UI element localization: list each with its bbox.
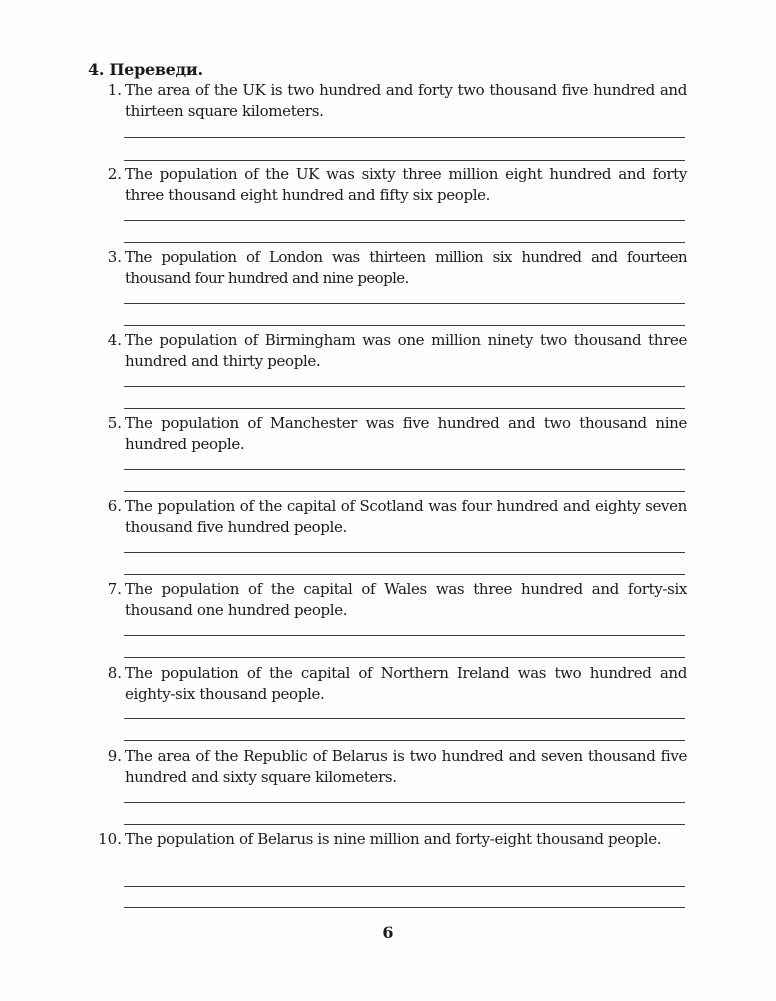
exercise-text: The population of the capital of Scotland was four hundred and eighty seven thousand five hundred people. <box>125 497 687 536</box>
exercise-number: 10. <box>98 830 122 848</box>
exercise-number: 6. <box>107 497 122 515</box>
exercise-text: The population of Birmingham was one million ninety two thousand three hundred and thirty people. <box>125 331 687 370</box>
answer-line-6a[interactable] <box>124 552 685 553</box>
exercise-text: The population of Belarus is nine million and forty-eight thousand people. <box>125 830 662 848</box>
answer-line-4a[interactable] <box>124 386 685 387</box>
exercise-text: The population of the capital of Northern Ireland was two hundred and eighty-six thousand people. <box>125 664 687 703</box>
answer-line-8b[interactable] <box>124 740 685 741</box>
answer-line-2b[interactable] <box>124 242 685 243</box>
answer-line-1a[interactable] <box>124 137 685 138</box>
page-number: 6 <box>382 923 394 942</box>
exercise-number: 4. <box>107 331 122 349</box>
answer-line-9b[interactable] <box>124 824 685 825</box>
answer-line-5b[interactable] <box>124 491 685 492</box>
exercise-number: 1. <box>107 81 122 99</box>
exercise-text: The population of London was thirteen million six hundred and fourteen thousand four hundred and nine people. <box>125 248 687 287</box>
exercise-text: The area of the UK is two hundred and forty two thousand five hundred and thirteen square kilometers. <box>125 81 687 120</box>
exercise-number: 8. <box>107 664 122 682</box>
exercise-number: 9. <box>107 747 122 765</box>
answer-line-3b[interactable] <box>124 325 685 326</box>
answer-line-9a[interactable] <box>124 802 685 803</box>
answer-line-1b[interactable] <box>124 160 685 161</box>
exercise-heading: 4. Переведи. <box>88 60 203 79</box>
answer-line-7b[interactable] <box>124 657 685 658</box>
exercise-number: 2. <box>107 165 122 183</box>
answer-line-4b[interactable] <box>124 408 685 409</box>
answer-line-8a[interactable] <box>124 718 685 719</box>
answer-line-7a[interactable] <box>124 635 685 636</box>
answer-line-6b[interactable] <box>124 574 685 575</box>
answer-line-10b[interactable] <box>124 907 685 908</box>
answer-line-3a[interactable] <box>124 303 685 304</box>
exercise-number: 7. <box>107 580 122 598</box>
exercise-text: The population of Manchester was five hundred and two thousand nine hundred people. <box>125 414 687 453</box>
exercise-number: 3. <box>107 248 122 266</box>
answer-line-5a[interactable] <box>124 469 685 470</box>
answer-line-10a[interactable] <box>124 886 685 887</box>
exercise-text: The area of the Republic of Belarus is two hundred and seven thousand five hundred and sixty square kilometers. <box>125 747 687 786</box>
exercise-number: 5. <box>107 414 122 432</box>
answer-line-2a[interactable] <box>124 220 685 221</box>
exercise-text: The population of the capital of Wales was three hundred and forty-six thousand one hundred people. <box>125 580 687 619</box>
exercise-text: The population of the UK was sixty three million eight hundred and forty three thousand eight hundred and fifty six people. <box>125 165 687 204</box>
